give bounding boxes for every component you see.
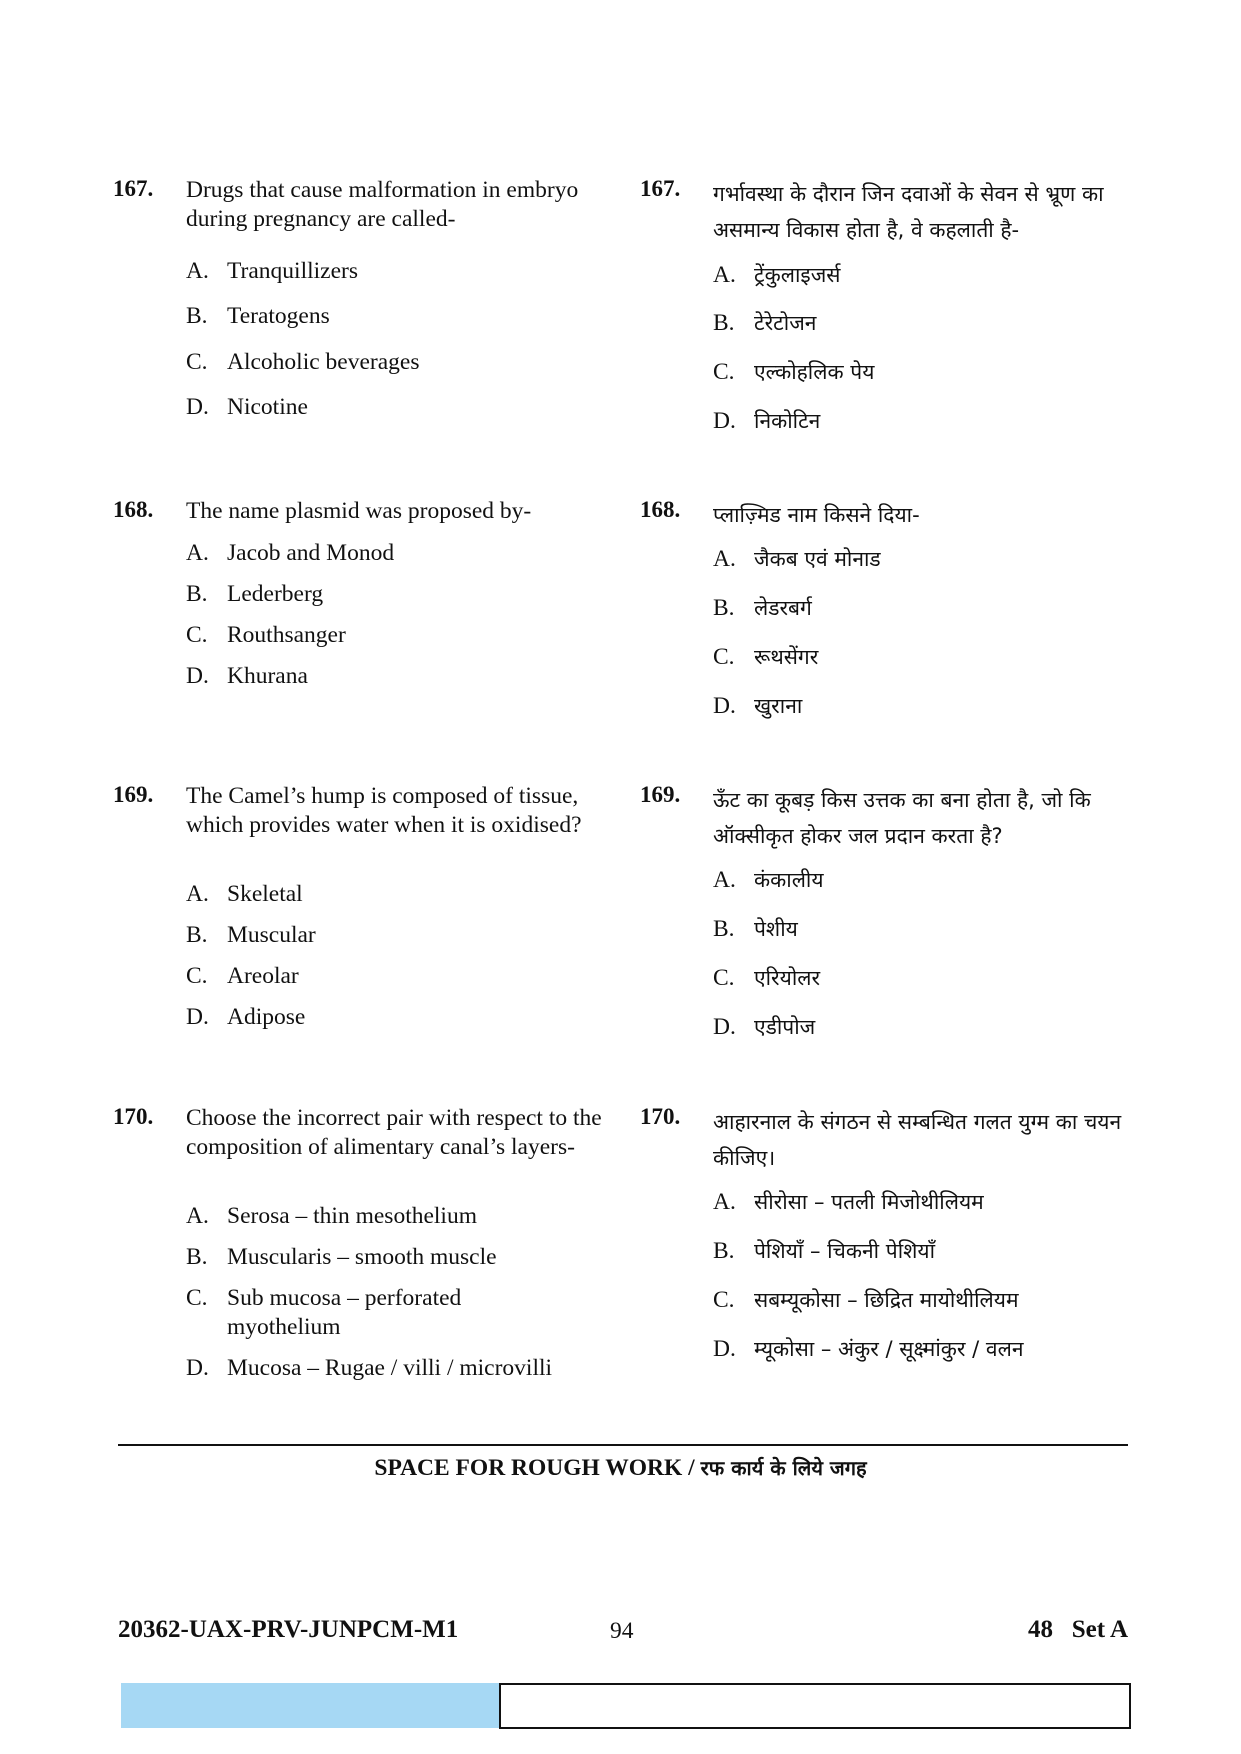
- question-text: गर्भावस्था के दौरान जिन दवाओं के सेवन से भ्रूण का असमान्य विकास होता है, वे कहलाती है-: [713, 182, 1104, 242]
- question-number: 167.: [113, 176, 154, 201]
- option-label: B.: [186, 303, 208, 329]
- option-text: जैकब एवं मोनाड: [754, 547, 881, 571]
- option-label: A.: [713, 262, 736, 288]
- option-text: Khurana: [227, 663, 308, 689]
- option-text: Tranquillizers: [227, 258, 358, 284]
- option-label: A.: [186, 1203, 209, 1229]
- option-label: C.: [713, 359, 735, 385]
- option-label: C.: [186, 1285, 208, 1311]
- footer-outline-box: [499, 1683, 1131, 1729]
- option-text: पेशीय: [754, 917, 798, 941]
- option-label: B.: [186, 581, 208, 607]
- question-number: 169.: [640, 782, 681, 807]
- option-label: B.: [713, 310, 735, 336]
- option-text: Muscular: [227, 922, 316, 948]
- footer-color-bar: [121, 1683, 499, 1728]
- option-label: A.: [186, 881, 209, 907]
- option-label: B.: [186, 1244, 208, 1270]
- question-number: 169.: [113, 782, 154, 807]
- option-text: कंकालीय: [754, 868, 824, 892]
- question-text: प्लाज़्मिड नाम किसने दिया-: [713, 503, 920, 527]
- option-label: C.: [713, 1287, 735, 1313]
- rough-work-label-hi: रफ कार्य के लिये जगह: [700, 1456, 867, 1480]
- option-text: एडीपोज: [754, 1015, 816, 1039]
- page-number: 94: [610, 1618, 634, 1644]
- set-label: 48 Set A: [1028, 1616, 1128, 1643]
- option-text: खुराना: [754, 694, 803, 718]
- option-text: एरियोलर: [754, 966, 821, 990]
- option-text: Areolar: [227, 963, 299, 989]
- option-label: D.: [713, 1014, 736, 1040]
- rough-work-label-en: SPACE FOR ROUGH WORK /: [374, 1455, 701, 1481]
- option-text: रूथसेंगर: [754, 645, 819, 669]
- option-text: एल्कोहलिक पेय: [754, 360, 875, 384]
- option-label: D.: [186, 663, 209, 689]
- option-text: म्यूकोसा – अंकुर / सूक्ष्मांकुर / वलन: [754, 1337, 1024, 1361]
- option-label: A.: [713, 867, 736, 893]
- question-text: The Camel’s hump is composed of tissue, which provides water when it is oxidised?: [186, 783, 582, 838]
- option-text: Nicotine: [227, 394, 308, 420]
- option-label: A.: [713, 546, 736, 572]
- option-text: Routhsanger: [227, 622, 346, 648]
- option-text: Serosa – thin mesothelium: [227, 1203, 477, 1229]
- question-text: ऊँट का कूबड़ किस उत्तक का बना होता है, जो कि ऑक्सीकृत होकर जल प्रदान करता है?: [713, 788, 1091, 848]
- question-text: आहारनाल के संगठन से सम्बन्धित गलत युग्म का चयन कीजिए।: [713, 1110, 1122, 1170]
- question-number: 167.: [640, 176, 681, 201]
- option-text: सीरोसा – पतली मिजोथीलियम: [754, 1190, 984, 1214]
- option-label: D.: [713, 1336, 736, 1362]
- option-text: Muscularis – smooth muscle: [227, 1244, 497, 1270]
- option-label: C.: [186, 349, 208, 375]
- option-text: ट्रेंकुलाइजर्स: [754, 263, 841, 287]
- option-label: A.: [186, 258, 209, 284]
- option-text: Adipose: [227, 1004, 306, 1030]
- option-label: A.: [186, 540, 209, 566]
- option-label: C.: [713, 644, 735, 670]
- question-text: Choose the incorrect pair with respect to the composition of alimentary canal’s layers-: [186, 1105, 602, 1160]
- booklet-code: 20362-UAX-PRV-JUNPCM-M1: [118, 1616, 459, 1643]
- rough-work-label: [0, 1454, 1241, 1482]
- option-label: D.: [186, 394, 209, 420]
- option-label: D.: [713, 693, 736, 719]
- question-text: The name plasmid was proposed by-: [186, 498, 532, 524]
- question-text: Drugs that cause malformation in embryo during pregnancy are called-: [186, 177, 579, 232]
- option-text: Skeletal: [227, 881, 303, 907]
- option-text: सबम्यूकोसा – छिद्रित मायोथीलियम: [754, 1288, 1019, 1312]
- option-text: टेरेटोजन: [754, 311, 817, 335]
- question-number: 170.: [640, 1104, 681, 1129]
- option-text: Lederberg: [227, 581, 324, 607]
- option-label: B.: [713, 595, 735, 621]
- question-number: 168.: [640, 497, 681, 522]
- option-text: Alcoholic beverages: [227, 349, 420, 375]
- rough-work-divider: [118, 1444, 1128, 1446]
- option-text: Jacob and Monod: [227, 540, 395, 566]
- option-text: निकोटिन: [754, 409, 821, 433]
- option-label: A.: [713, 1189, 736, 1215]
- option-text: Teratogens: [227, 303, 330, 329]
- question-number: 170.: [113, 1104, 154, 1129]
- option-label: C.: [186, 963, 208, 989]
- option-label: B.: [186, 922, 208, 948]
- option-label: D.: [713, 408, 736, 434]
- option-text: Sub mucosa – perforated myothelium: [227, 1285, 462, 1340]
- option-label: B.: [713, 916, 735, 942]
- option-text: Mucosa – Rugae / villi / microvilli: [227, 1355, 553, 1381]
- question-number: 168.: [113, 497, 154, 522]
- option-label: D.: [186, 1355, 209, 1381]
- option-text: लेडरबर्ग: [754, 596, 812, 620]
- option-text: पेशियाँ – चिकनी पेशियाँ: [754, 1239, 936, 1263]
- option-label: B.: [713, 1238, 735, 1264]
- option-label: D.: [186, 1004, 209, 1030]
- option-label: C.: [713, 965, 735, 991]
- option-label: C.: [186, 622, 208, 648]
